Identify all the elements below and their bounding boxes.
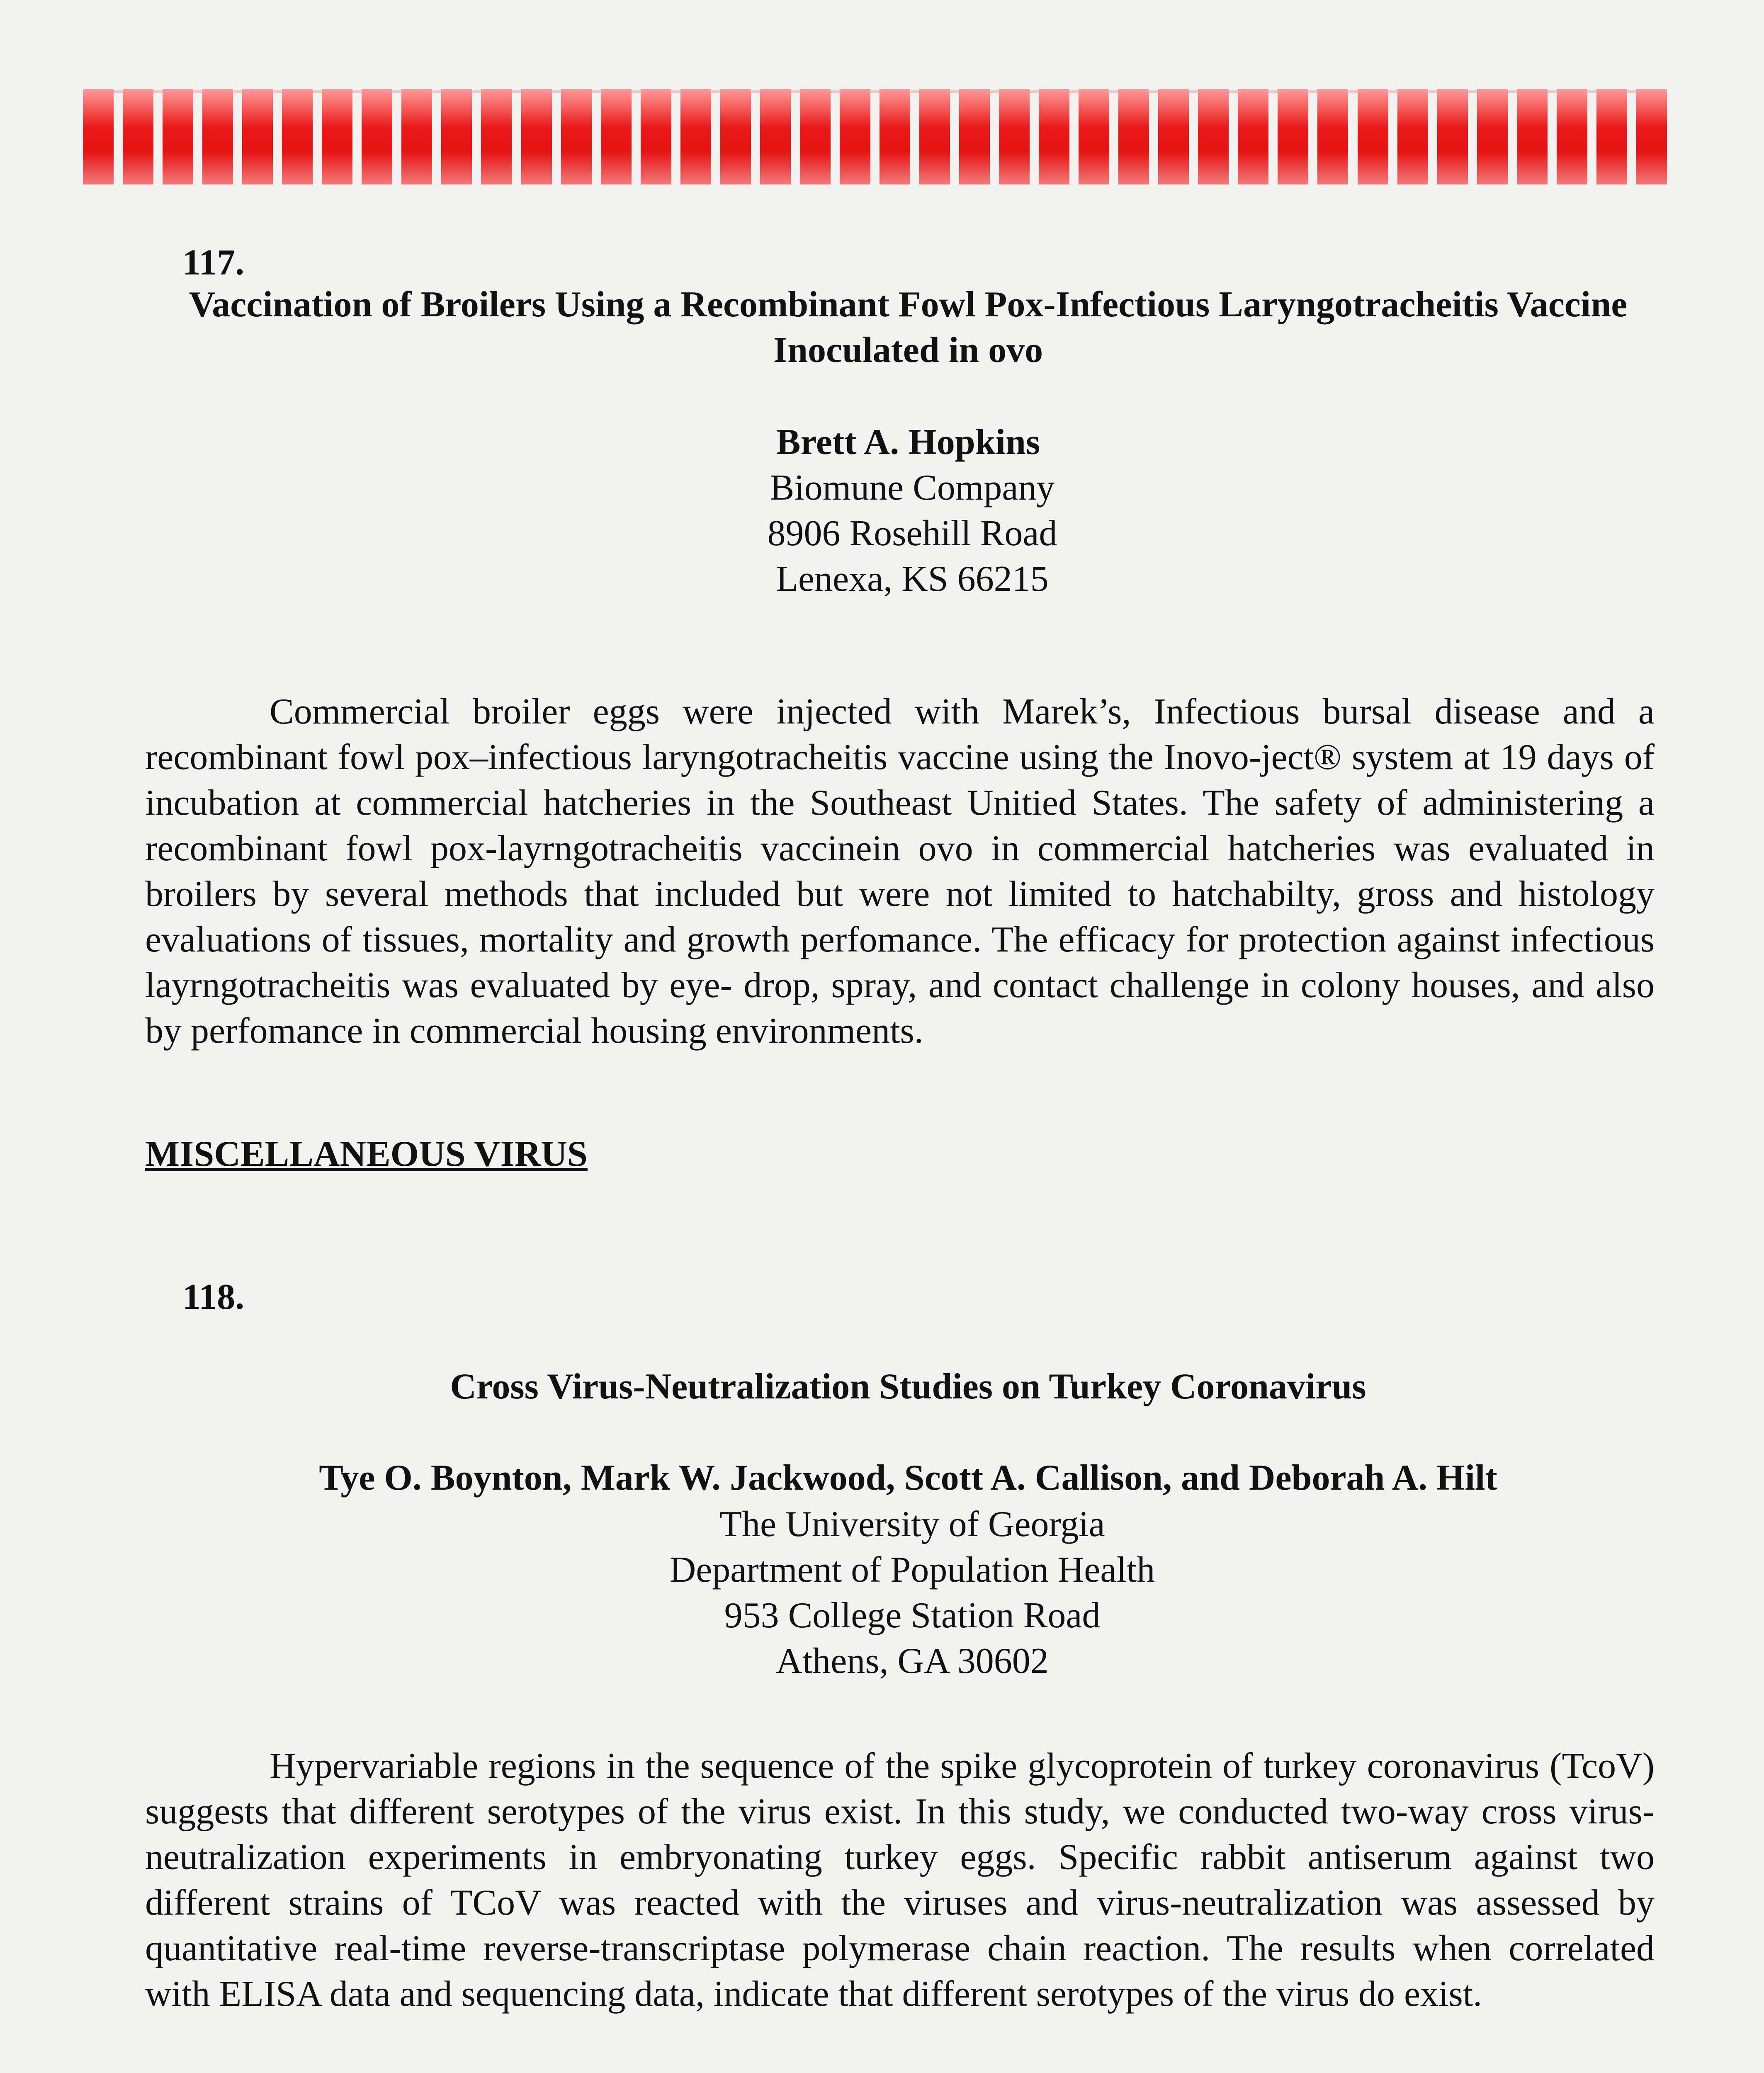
stripe (641, 89, 671, 184)
affiliation-line: 8906 Rosehill Road (767, 513, 1057, 553)
stripe (1317, 89, 1348, 184)
stripe (561, 89, 592, 184)
affiliation (539, 1502, 1285, 1684)
stripe (959, 89, 990, 184)
affiliation (539, 465, 1285, 602)
stripe (1079, 89, 1109, 184)
stripe (1118, 89, 1149, 184)
stripe (1238, 89, 1268, 184)
stripe (919, 89, 950, 184)
abstract-number: 117. (182, 243, 245, 283)
affiliation-line: 953 College Station Road (724, 1595, 1101, 1636)
affiliation-line: Biomune Company (770, 468, 1055, 508)
stripe (880, 89, 910, 184)
stripe (362, 89, 392, 184)
abstract-title: Cross Virus-Neutralization Studies on Turkey Coronavirus (450, 1367, 1366, 1407)
stripe (83, 89, 114, 184)
stripe (1397, 89, 1428, 184)
stripe (1596, 89, 1627, 184)
affiliation-line: Lenexa, KS 66215 (776, 559, 1049, 599)
stripe (481, 89, 512, 184)
stripe (800, 89, 831, 184)
stripe (163, 89, 193, 184)
stripe (1437, 89, 1468, 184)
stripe (1039, 89, 1069, 184)
stripe (1477, 89, 1508, 184)
affiliation-line: Department of Population Health (669, 1550, 1155, 1590)
abstract-title: Vaccination of Broilers Using a Recombinant Fowl Pox-Infectious Laryngotracheitis Vaccine Inoculated in ovo (189, 284, 1628, 370)
stripe (1636, 89, 1667, 184)
stripe (1278, 89, 1308, 184)
stripe (760, 89, 791, 184)
stripe (840, 89, 870, 184)
stripe (999, 89, 1030, 184)
stripe (601, 89, 632, 184)
stripe (123, 89, 153, 184)
section-heading: MISCELLANEOUS VIRUS (145, 1134, 588, 1174)
stripe (1158, 89, 1189, 184)
abstract-body: Hypervariable regions in the sequence of the spike glycoprotein of turkey coronavirus (TcoV) suggests that different serotypes of the virus exist. In this study, we conducted two-way cross virus-neutralization experiments in embryonating turkey eggs. Specific rabbit antiserum against two different strains of TCoV was reacted with the viruses and virus-neutralization was assessed by quantitative real-time reverse-transcriptase polymerase chain reaction. The results when correlated with ELISA data and sequencing data, indicate that different serotypes of the virus do exist. (145, 1746, 1655, 2014)
stripe (401, 89, 432, 184)
stripe (242, 89, 273, 184)
author-names: Tye O. Boynton, Mark W. Jackwood, Scott A. Callison, and Deborah A. Hilt (319, 1458, 1497, 1498)
stripe (441, 89, 472, 184)
stripe (720, 89, 751, 184)
stripe (1557, 89, 1587, 184)
author-names: Brett A. Hopkins (776, 422, 1040, 462)
decorative-stripe-banner (83, 89, 1667, 184)
stripe (322, 89, 352, 184)
abstract-body: Commercial broiler eggs were injected with Marek’s, Infectious bursal disease and a recombinant fowl pox–infectious laryngotracheitis vaccine using the Inovo-ject® system at 19 days of incubation at commercial hatcheries in the Southeast Unitied States. The safety of administering a recombinant fowl pox-layrngotracheitis vaccinein ovo in commercial hatcheries was evaluated in broilers by several methods that included but were not limited to hatchabilty, gross and histology evaluations of tissues, mortality and growth perfomance. The efficacy for protection against infectious layrngotracheitis was evaluated by eye- drop, spray, and contact challenge in colony houses, and also by perfomance in commercial housing environments. (145, 692, 1655, 1051)
stripe (282, 89, 313, 184)
abstract-number: 118. (182, 1277, 245, 1317)
stripe (202, 89, 233, 184)
affiliation-line: Athens, GA 30602 (776, 1641, 1049, 1681)
stripe (1358, 89, 1388, 184)
stripe (1517, 89, 1548, 184)
stripe (521, 89, 552, 184)
stripe (1198, 89, 1229, 184)
affiliation-line: The University of Georgia (719, 1504, 1105, 1544)
stripe (680, 89, 711, 184)
